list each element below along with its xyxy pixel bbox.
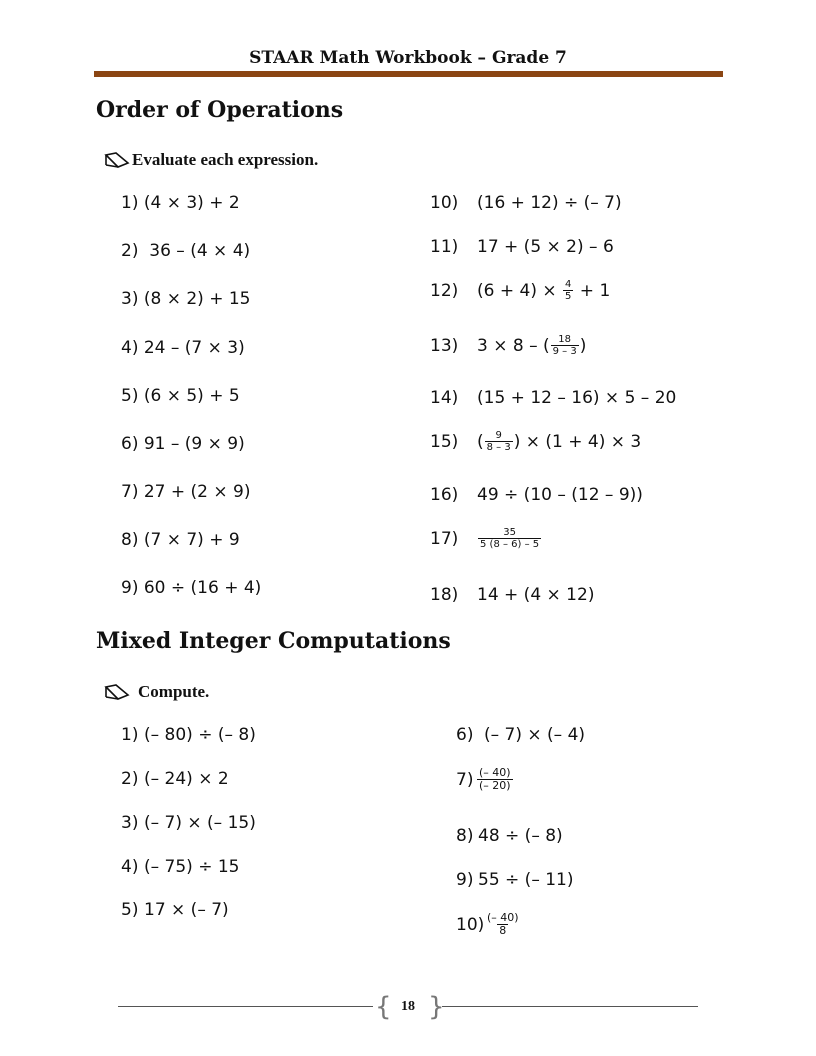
instruction-text: Evaluate each expression. — [132, 150, 319, 169]
integer-problem-8: 8) 48 ÷ (– 8) — [456, 826, 563, 846]
section-title-order-of-operations: Order of Operations — [96, 97, 344, 123]
footer-brace-right-icon: } — [428, 992, 445, 1022]
integer-problem-3: 3) (– 7) × (– 15) — [121, 813, 256, 833]
problem-11: 11) 17 + (5 × 2) – 6 — [430, 237, 614, 257]
problem-5: 5) (6 × 5) + 5 — [121, 386, 240, 406]
problem-7: 7) 27 + (2 × 9) — [121, 482, 251, 502]
problem-13: 13) 3 × 8 – ( $\frac{18}{9 - 3}$ ) — [430, 334, 587, 357]
integer-problem-4: 4) (– 75) ÷ 15 — [121, 857, 240, 877]
problem-12: 12) (6 + 4) × $\frac{4}{5}$ + 1 — [430, 279, 611, 302]
problem-18: 18) 14 + (4 × 12) — [430, 585, 595, 605]
problem-14: 14) (15 + 12 – 16) × 5 – 20 — [430, 388, 677, 408]
integer-problem-2: 2) (– 24) × 2 — [121, 769, 229, 789]
integer-problem-7: 7) $\frac{(- 40)}{(- 20)}$ — [456, 766, 511, 793]
problem-4: 4) 24 – (7 × 3) — [121, 338, 245, 358]
instruction-text: Compute. — [138, 682, 210, 701]
problem-15: 15) ( $\frac{9}{8 - 3}$ ) × (1 + 4) × 3 — [430, 430, 642, 453]
integer-problem-5: 5) 17 × (– 7) — [121, 900, 229, 920]
integer-problem-9: 9) 55 ÷ (– 11) — [456, 870, 574, 890]
problem-16: 16) 49 ÷ (10 – (12 – 9)) — [430, 485, 643, 505]
section-title-mixed-integer: Mixed Integer Computations — [96, 628, 451, 654]
problem-10: 10) (16 + 12) ÷ (– 7) — [430, 193, 622, 213]
header-rule — [94, 71, 723, 77]
problem-2: 2) 36 – (4 × 4) — [121, 241, 251, 261]
instruction-evaluate — [104, 150, 318, 170]
workbook-title: STAAR Math Workbook – Grade 7 — [249, 48, 567, 68]
integer-problem-6: 6) (– 7) × (– 4) — [456, 725, 586, 745]
problem-17: 17) $\frac{35}{5 (8 - 6) - 5}$ — [430, 527, 540, 550]
pencil-icon — [104, 151, 130, 169]
footer-brace-left-icon: { — [375, 992, 392, 1022]
pencil-icon — [104, 683, 136, 701]
problem-6: 6) 91 – (9 × 9) — [121, 434, 245, 454]
problem-8: 8) (7 × 7) + 9 — [121, 530, 240, 550]
problem-3: 3) (8 × 2) + 15 — [121, 289, 251, 309]
instruction-compute — [104, 682, 209, 702]
problem-9: 9) 60 ÷ (16 + 4) — [121, 578, 262, 598]
page-number: 18 — [401, 999, 415, 1014]
integer-problem-10: 10) $\frac{(- 40)}{8}$ — [456, 911, 519, 938]
integer-problem-1: 1) (– 80) ÷ (– 8) — [121, 725, 256, 745]
problem-1: 1) (4 × 3) + 2 — [121, 193, 240, 213]
